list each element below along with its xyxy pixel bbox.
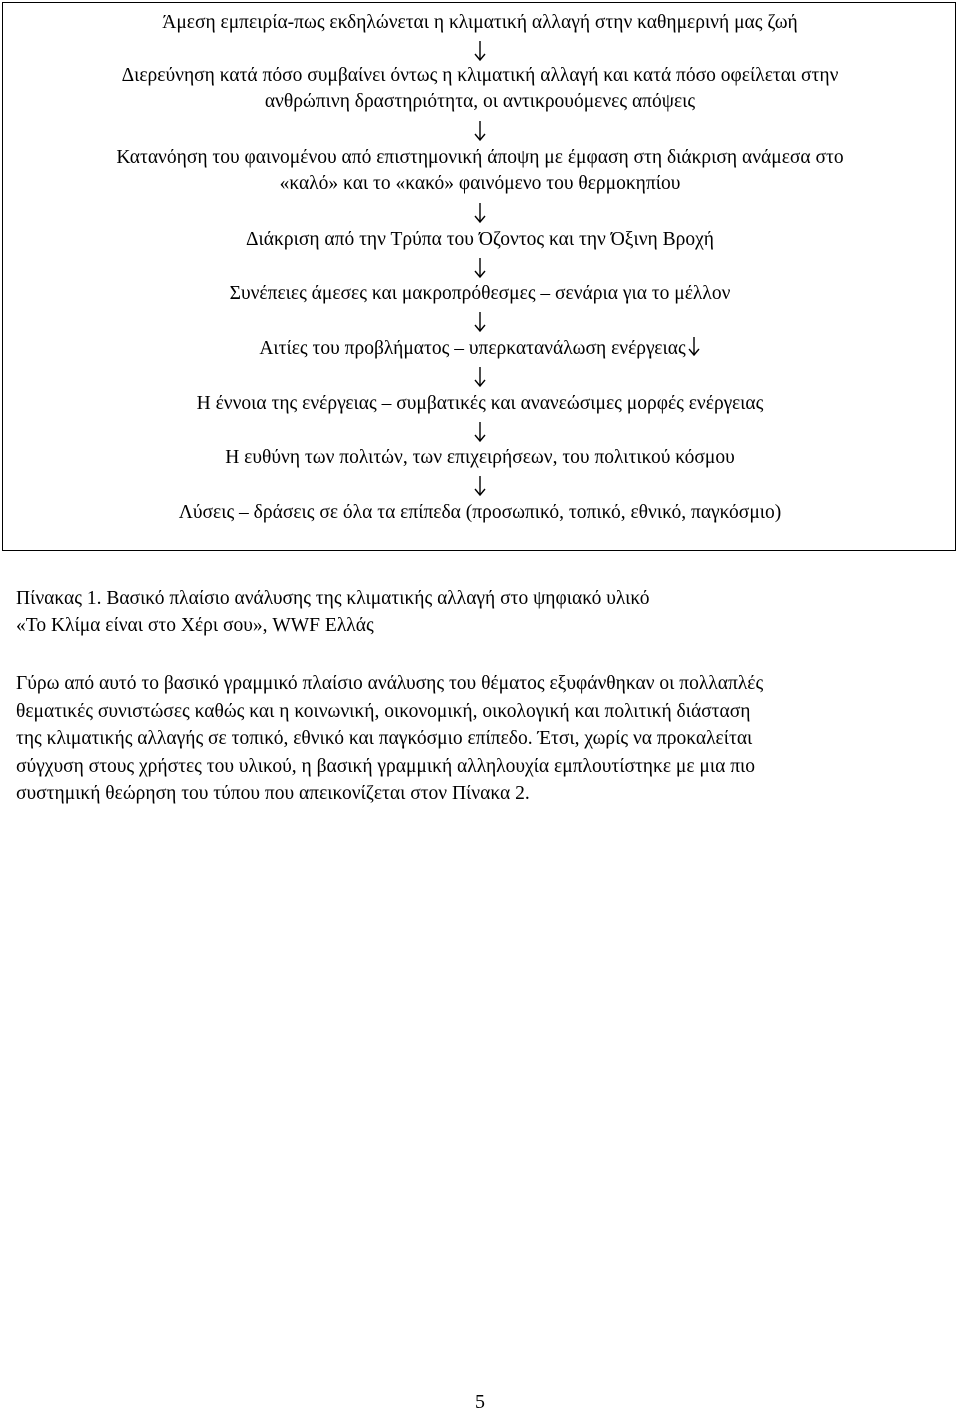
table-caption (16, 585, 936, 639)
body-line-2: θεματικές συνιστώσες καθώς και η κοινωνική, οικονομική, οικολογική και πολιτική διάσταση (16, 700, 751, 722)
flow-step-7: Η έννοια της ενέργειας – συμβατικές και ανανεώσιμες μορφές ενέργειας (196, 393, 764, 414)
body-line-3: της κλιματικής αλλαγής σε τοπικό, εθνικό και παγκόσμιο επίπεδο. Έτσι, χωρίς να προκαλείται (16, 728, 753, 749)
down-arrow-icon (3, 256, 957, 280)
down-arrow-icon (3, 119, 957, 143)
down-arrow-icon (3, 365, 957, 389)
body-line-1: Γύρω από αυτό το βασικό γραμμικό πλαίσιο ανάλυσης του θέματος εξυφάνθηκαν οι πολλαπλές (16, 673, 764, 694)
body-line-5: συστημική θεώρηση του τύπου που απεικονίζεται στον Πίνακα 2. (16, 783, 530, 804)
down-arrow-icon (3, 39, 957, 63)
caption-line-2: «Το Κλίμα είναι στο Χέρι σου», WWF Ελλάς (16, 615, 374, 636)
flow-step-6 (3, 336, 957, 366)
body-line-4: σύγχυση στους χρήστες του υλικού, η βασική γραμμική αλληλουχία εμπλουτίστηκε με μια πιο (16, 755, 756, 777)
down-arrow-icon (3, 201, 957, 225)
page-number: 5 (475, 1391, 485, 1413)
flow-step-3-line-1: Κατανόηση του φαινομένου από επιστημονική άποψη με έμφαση στη διάκριση ανάμεσα στο (116, 147, 844, 168)
flow-step-6-text: Αιτίες του προβλήματος – υπερκατανάλωση ενέργειας (259, 338, 686, 359)
flow-step-2-line-1: Διερεύνηση κατά πόσο συμβαίνει όντως η κλιματική αλλαγή και κατά πόσο οφείλεται στην (121, 65, 839, 86)
flow-step-9: Λύσεις – δράσεις σε όλα τα επίπεδα (προσωπικό, τοπικό, εθνικό, παγκόσμιο) (178, 502, 782, 523)
flow-step-2-line-2: ανθρώπινη δραστηριότητα, οι αντικρουόμενες απόψεις (264, 91, 696, 112)
flow-step-8: Η ευθύνη των πολιτών, των επιχειρήσεων, του πολιτικού κόσμου (225, 447, 735, 468)
flow-step-1: Άμεση εμπειρία-πως εκδηλώνεται η κλιματική αλλαγή στην καθημερινή μας ζωή (162, 12, 798, 33)
flow-step-4: Διάκριση από την Τρύπα του Όζοντος και την Όξινη Βροχή (246, 229, 714, 250)
body-paragraph (16, 670, 936, 808)
flowchart-box (2, 2, 956, 551)
caption-line-1: Πίνακας 1. Βασικό πλαίσιο ανάλυσης της κλιματικής αλλαγή στο ψηφιακό υλικό (16, 588, 650, 609)
flow-step-3-line-2: «καλό» και το «κακό» φαινόμενο του θερμοκηπίου (279, 173, 681, 194)
down-arrow-icon (3, 474, 957, 498)
down-arrow-icon (3, 420, 957, 444)
down-arrow-icon (687, 336, 701, 366)
flow-step-5: Συνέπειες άμεσες και μακροπρόθεσμες – σενάρια για το μέλλον (229, 283, 731, 304)
down-arrow-icon (3, 310, 957, 334)
